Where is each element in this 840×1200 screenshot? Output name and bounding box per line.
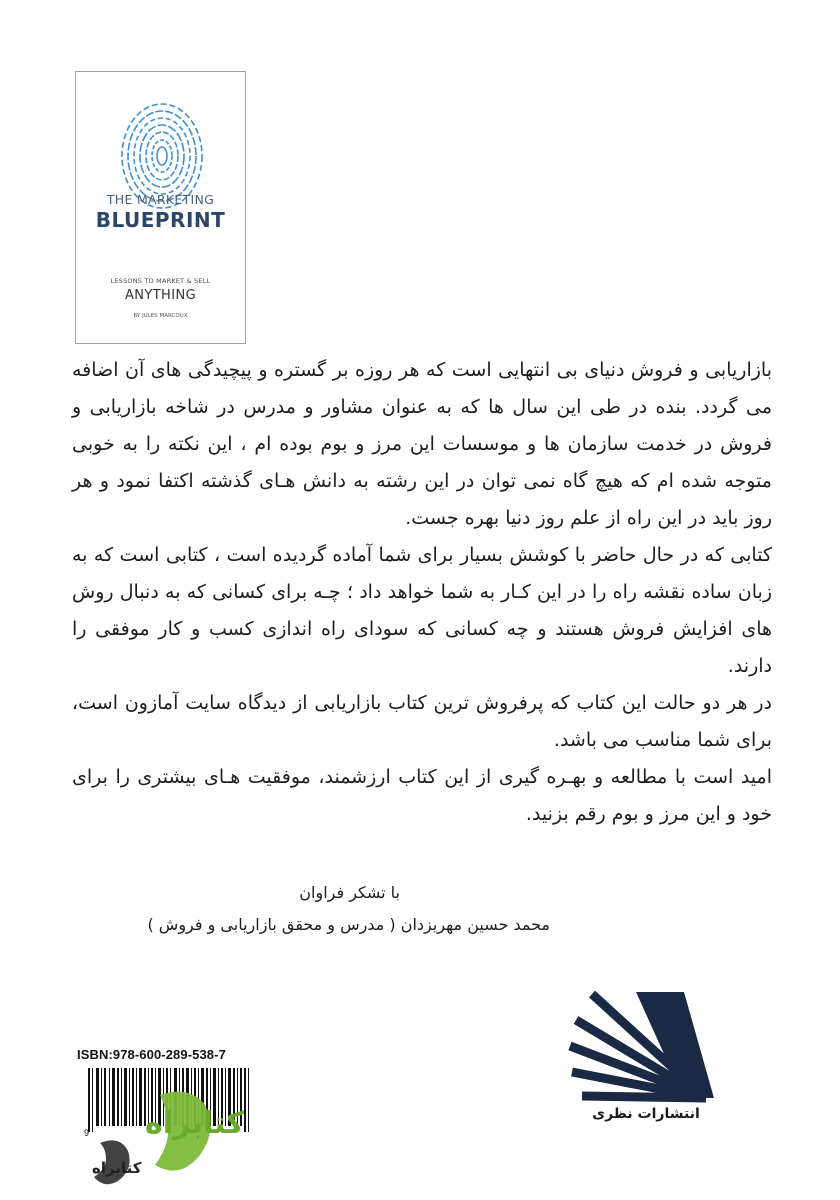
cover-subtitle-big: ANYTHING (124, 288, 197, 303)
cover-subtitle: LESSONS TO MARKET & SELL (110, 277, 211, 285)
thanks-line: با تشکر فراوان (299, 883, 400, 902)
paragraph-2: کتابی که در حال حاضر با کوشش بسیار برای شما آماده گردیده است ، کتابی است که به زبان ساده نقشه راه را در این کـار به شما خواهد داد ؛ چـه برای کسانی که به دنبال روش های افزایش فروش هستند و چه کسانی که سودای راه اندازی کسب و کار موفقی را دارند. (72, 544, 772, 677)
watermark-text: کتابراه (145, 1106, 244, 1141)
watermark-logo-icon (30, 1085, 244, 1190)
watermark-text-small: کتابراه (92, 1159, 142, 1177)
paragraph-4: امید است با مطالعه و بهـره گیری از این کتاب ارزشمند، موفقیت هـای بیشتری را برای خود و این مرز و بوم رقم بزنید. (72, 766, 772, 825)
publisher-name: انتشارات نظری (592, 1106, 700, 1122)
barcode-digit: 9 (84, 1128, 90, 1138)
isbn-text: ISBN:978-600-289-538-7 (77, 1047, 226, 1062)
acknowledgement (70, 877, 550, 941)
description-text (72, 352, 772, 833)
author-signature-line: محمد حسین مهریزدان ( مدرس و محقق بازاریابی و فروش ) (147, 915, 550, 934)
cover-author: BY JULES MARCOUX (133, 313, 188, 319)
paragraph-1: بازاریابی و فروش دنیای بی انتهایی است که هر روزه بر گستره و پیچیدگی های آن اضافه می گردد. بنده در طی این سال ها که به عنوان مشاور و مدرس در شاخه بازاریابی و فروش در خدمت سازمان ها و موسسات این مرز و بوم بوده ام ، این نکته را به خوبی متوجه شده ام که هیچ گاه نمی توان در این رشته به دانش هـای گذشته اکتفا نمود و هر روز باید در این راه از علم روز دنیا بهره جست. (72, 359, 772, 529)
cover-title-line2: BLUEPRINT (95, 208, 226, 232)
paragraph-3: در هر دو حالت این کتاب که پرفروش ترین کتاب بازاریابی از دیدگاه سایت آمازون است، برای شما مناسب می باشد. (72, 692, 772, 751)
book-cover-thumbnail (75, 71, 246, 344)
cover-title-line1: THE MARKETING (106, 192, 215, 207)
